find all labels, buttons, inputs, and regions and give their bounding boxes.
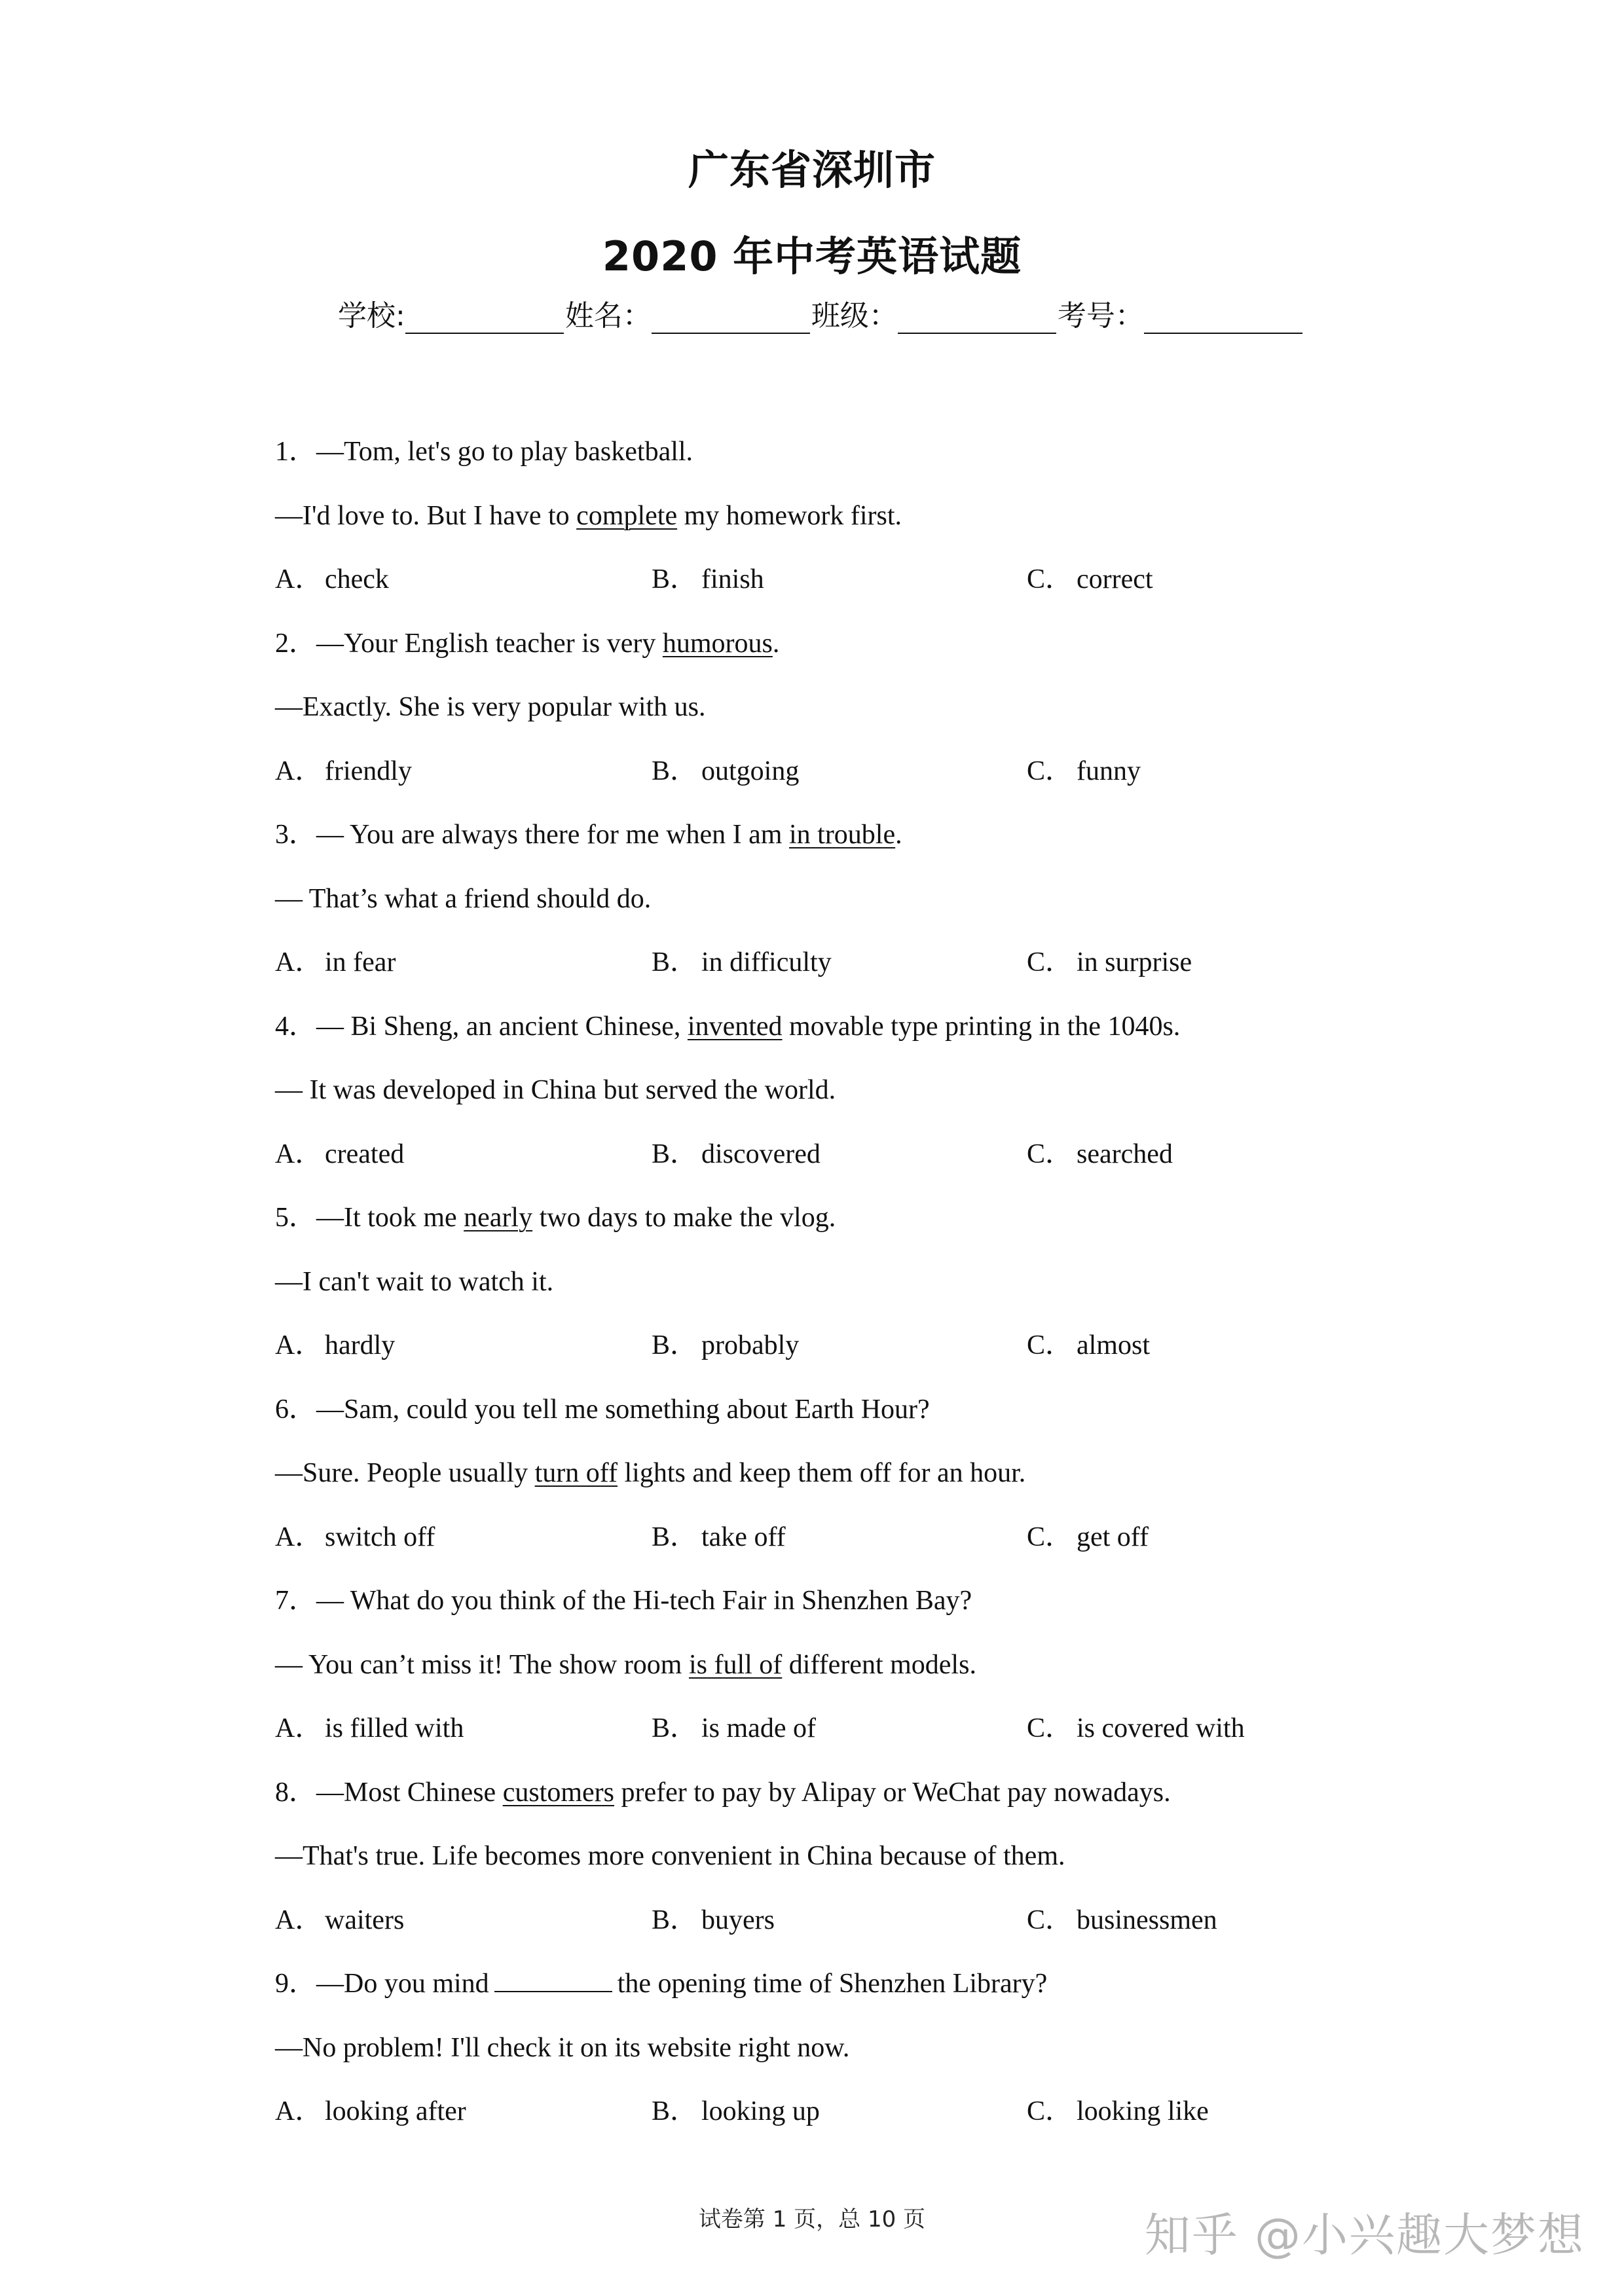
sentence-text: —Do you mind <box>316 1969 489 1999</box>
answer-line <box>275 1070 836 1110</box>
sentence-text: — Bi Sheng, an ancient Chinese, <box>316 1011 688 1042</box>
sentence-text: —I'd love to. But I have to <box>275 500 577 531</box>
option-letter: C． <box>1027 1904 1073 1935</box>
answer-line <box>275 496 902 536</box>
option-text: searched <box>1077 1139 1173 1169</box>
answer-option <box>1027 752 1141 791</box>
option-text: switch off <box>325 1522 435 1552</box>
sentence-text: two days to make the vlog. <box>532 1203 836 1233</box>
option-letter: C． <box>1027 1139 1073 1169</box>
answer-option <box>1027 560 1153 599</box>
sentence-text: —Most Chinese <box>316 1777 503 1808</box>
question-number: 3． <box>275 820 317 850</box>
sentence-text: movable type printing in the 1040s. <box>782 1011 1181 1042</box>
sentence-text: — You are always there for me when I am <box>316 820 789 850</box>
exam-number-blank <box>1144 304 1302 334</box>
option-text: is made of <box>701 1713 816 1743</box>
option-text: looking like <box>1077 2096 1209 2126</box>
option-letter: A． <box>275 947 323 977</box>
option-text: almost <box>1077 1330 1150 1360</box>
option-text: in difficulty <box>701 947 832 977</box>
answer-line <box>275 1262 553 1302</box>
answer-option <box>652 2092 820 2131</box>
question-number: 5． <box>275 1203 317 1233</box>
option-letter: B． <box>652 1139 698 1169</box>
question-line <box>275 1964 1047 2003</box>
option-letter: A． <box>275 564 323 594</box>
page-footer: 试卷第 1 页，总 10 页 <box>698 2206 926 2232</box>
option-text: in fear <box>325 947 396 977</box>
option-letter: A． <box>275 756 323 786</box>
student-info-line <box>338 295 1304 334</box>
option-text: discovered <box>701 1139 821 1169</box>
option-letter: B． <box>652 756 698 786</box>
answer-option <box>652 1901 775 1940</box>
answer-option <box>1027 1709 1245 1748</box>
question-line <box>275 1390 930 1429</box>
answer-option <box>652 752 799 791</box>
option-letter: A． <box>275 1139 323 1169</box>
fill-in-blank <box>494 1966 612 1992</box>
answer-option <box>275 560 389 599</box>
option-letter: C． <box>1027 1522 1073 1552</box>
sentence-text: — What do you think of the Hi-tech Fair in Shenzhen Bay? <box>316 1586 972 1616</box>
underlined-word: invented <box>687 1011 783 1042</box>
underlined-word: humorous <box>662 628 773 659</box>
answer-option <box>652 1135 821 1174</box>
sentence-text: prefer to pay by Alipay or WeChat pay nowadays. <box>614 1777 1171 1808</box>
question-number: 7． <box>275 1586 317 1616</box>
answer-option <box>652 560 764 599</box>
answer-option <box>1027 1135 1173 1174</box>
question-line <box>275 432 693 471</box>
question-line <box>275 624 779 663</box>
answer-option <box>652 1709 816 1748</box>
answer-option <box>1027 1901 1217 1940</box>
option-text: finish <box>701 564 764 594</box>
option-text: looking up <box>701 2096 820 2126</box>
option-letter: C． <box>1027 756 1073 786</box>
answer-option <box>275 1326 395 1365</box>
option-letter: A． <box>275 1522 323 1552</box>
answer-line <box>275 687 706 727</box>
school-label: 学校: <box>338 299 405 333</box>
option-letter: A． <box>275 2096 323 2126</box>
answer-option <box>1027 1518 1149 1557</box>
school-blank <box>405 304 564 334</box>
option-text: looking after <box>325 2096 466 2126</box>
option-text: waiters <box>325 1904 405 1935</box>
option-letter: B． <box>652 1904 698 1935</box>
sentence-text: —Sure. People usually <box>275 1458 535 1488</box>
option-letter: A． <box>275 1713 323 1743</box>
option-letter: B． <box>652 1522 698 1552</box>
answer-option <box>275 1901 404 1940</box>
option-letter: B． <box>652 1713 698 1743</box>
option-text: created <box>325 1139 405 1169</box>
answer-option <box>652 943 832 982</box>
option-text: probably <box>701 1330 800 1360</box>
option-letter: C． <box>1027 1713 1073 1743</box>
option-letter: C． <box>1027 1330 1073 1360</box>
option-text: take off <box>701 1522 786 1552</box>
sentence-text: —I can't wait to watch it. <box>275 1266 554 1297</box>
answer-option <box>1027 1326 1150 1365</box>
answer-option <box>275 1518 435 1557</box>
option-letter: C． <box>1027 947 1073 977</box>
question-number: 2． <box>275 628 317 659</box>
option-letter: A． <box>275 1330 323 1360</box>
answer-line <box>275 879 651 919</box>
sentence-text: . <box>772 628 780 659</box>
option-letter: C． <box>1027 564 1073 594</box>
sentence-text: —Your English teacher is very <box>316 628 663 659</box>
option-letter: B． <box>652 2096 698 2126</box>
answer-option <box>275 752 412 791</box>
option-text: buyers <box>701 1904 775 1935</box>
option-text: is filled with <box>325 1713 464 1743</box>
answer-option <box>275 1135 404 1174</box>
option-text: check <box>325 564 389 594</box>
sentence-text: . <box>895 820 902 850</box>
underlined-word: complete <box>576 500 678 531</box>
sentence-text: —No problem! I'll check it on its website right now. <box>275 2032 850 2063</box>
underlined-word: in trouble <box>788 820 896 850</box>
option-letter: B． <box>652 564 698 594</box>
sentence-text: —Exactly. She is very popular with us. <box>275 692 706 722</box>
question-line <box>275 1007 1180 1046</box>
underlined-word: customers <box>502 1777 614 1808</box>
name-blank <box>652 304 810 334</box>
sentence-text: different models. <box>782 1649 976 1680</box>
option-letter: C． <box>1027 2096 1073 2126</box>
option-letter: B． <box>652 947 698 977</box>
question-number: 1． <box>275 437 317 467</box>
question-number: 6． <box>275 1394 317 1425</box>
answer-line <box>275 1453 1025 1493</box>
watermark: 知乎 @小兴趣大梦想 <box>1144 2208 1585 2262</box>
exam-number-label: 考号： <box>1057 299 1144 333</box>
option-letter: A． <box>275 1904 323 1935</box>
question-line <box>275 1198 836 1237</box>
answer-option <box>652 1518 786 1557</box>
underlined-word: turn off <box>534 1458 618 1488</box>
option-text: hardly <box>325 1330 396 1360</box>
option-text: outgoing <box>701 756 800 786</box>
underlined-word: nearly <box>464 1203 533 1233</box>
sentence-text: — It was developed in China but served the world. <box>275 1075 836 1105</box>
name-label: 姓名： <box>564 299 652 333</box>
answer-line <box>275 1836 1065 1876</box>
answer-option <box>275 2092 466 2131</box>
answer-option <box>1027 2092 1209 2131</box>
option-text: friendly <box>325 756 412 786</box>
sentence-text: lights and keep them off for an hour. <box>618 1458 1026 1488</box>
question-number: 4． <box>275 1011 317 1042</box>
sentence-text: —That's true. Life becomes more convenient in China because of them. <box>275 1841 1065 1871</box>
class-label: 班级： <box>811 299 898 333</box>
answer-option <box>1027 943 1192 982</box>
sentence-text: —It took me <box>316 1203 464 1233</box>
question-line <box>275 1773 1171 1812</box>
option-text: businessmen <box>1077 1904 1217 1935</box>
question-line <box>275 1581 972 1620</box>
sentence-text: —Sam, could you tell me something about Earth Hour? <box>316 1394 930 1425</box>
option-text: get off <box>1077 1522 1149 1552</box>
sentence-text: — That’s what a friend should do. <box>275 883 652 914</box>
answer-option <box>275 943 396 982</box>
sentence-text: my homework first. <box>677 500 902 531</box>
class-blank <box>898 304 1056 334</box>
option-text: funny <box>1077 756 1141 786</box>
answer-line <box>275 2028 849 2068</box>
question-number: 8． <box>275 1777 317 1808</box>
option-text: in surprise <box>1077 947 1192 977</box>
exam-title: 2020 年中考英语试题 <box>602 232 1022 280</box>
answer-line <box>275 1645 976 1685</box>
exam-title-region: 广东省深圳市 <box>688 146 936 194</box>
sentence-text: —Tom, let's go to play basketball. <box>316 437 693 467</box>
answer-option <box>275 1709 464 1748</box>
answer-option <box>652 1326 799 1365</box>
underlined-word: is full of <box>688 1649 783 1680</box>
option-text: correct <box>1077 564 1153 594</box>
sentence-text: the opening time of Shenzhen Library? <box>617 1969 1048 1999</box>
question-number: 9． <box>275 1969 317 1999</box>
option-text: is covered with <box>1077 1713 1245 1743</box>
sentence-text: — You can’t miss it! The show room <box>275 1649 689 1680</box>
option-letter: B． <box>652 1330 698 1360</box>
question-line <box>275 815 902 854</box>
